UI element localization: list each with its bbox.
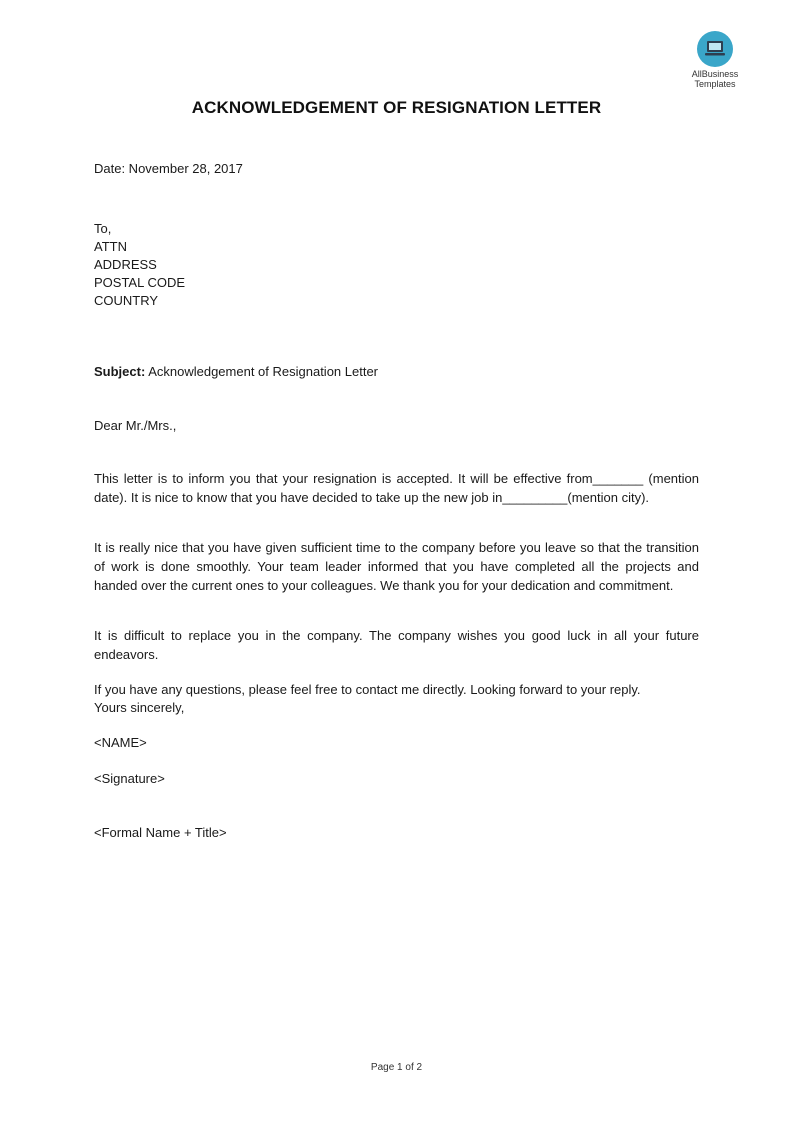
page-number: Page 1 of 2 (370, 1062, 423, 1073)
sender-name: <NAME> (94, 735, 147, 750)
sender-formal-name: <Formal Name + Title> (94, 825, 227, 840)
subject-line (94, 362, 699, 381)
recipient-to: To, (94, 221, 112, 236)
recipient-address: ADDRESS (94, 257, 157, 272)
closing-line: If you have any questions, please feel free to contact me directly. Looking forward to your reply. (94, 682, 641, 697)
sender-signature: <Signature> (94, 771, 165, 786)
recipient-postal-code: POSTAL CODE (94, 275, 186, 290)
subject-text: Acknowledgement of Resignation Letter (148, 364, 379, 379)
sign-off: Yours sincerely, (94, 700, 185, 715)
salutation: Dear Mr./Mrs., (94, 418, 177, 433)
body-paragraph-3: It is difficult to replace you in the company. The company wishes you good luck in all your future endeavors. (94, 628, 699, 662)
laptop-icon (697, 31, 733, 67)
body-paragraph-1: This letter is to inform you that your resignation is accepted. It will be effective from_______ (mention date). It is nice to know that you have decided to take up the new job in_________(mention city). (94, 471, 699, 505)
subject-label: Subject: (94, 364, 146, 379)
body-paragraph-2: It is really nice that you have given sufficient time to the company before you leave so that the transition of work is done smoothly. Your team leader informed that you have completed all the projects and handed over the current ones to your colleagues. We thank you for your dedication and commitment. (94, 540, 699, 593)
logo-text-line1: AllBusiness (691, 69, 739, 79)
brand-logo (683, 31, 747, 89)
recipient-attn: ATTN (94, 239, 127, 254)
document-title: ACKNOWLEDGEMENT OF RESIGNATION LETTER (191, 98, 602, 117)
recipient-country: COUNTRY (94, 293, 159, 308)
letter-date: Date: November 28, 2017 (94, 161, 243, 176)
logo-text-line2: Templates (694, 79, 736, 89)
